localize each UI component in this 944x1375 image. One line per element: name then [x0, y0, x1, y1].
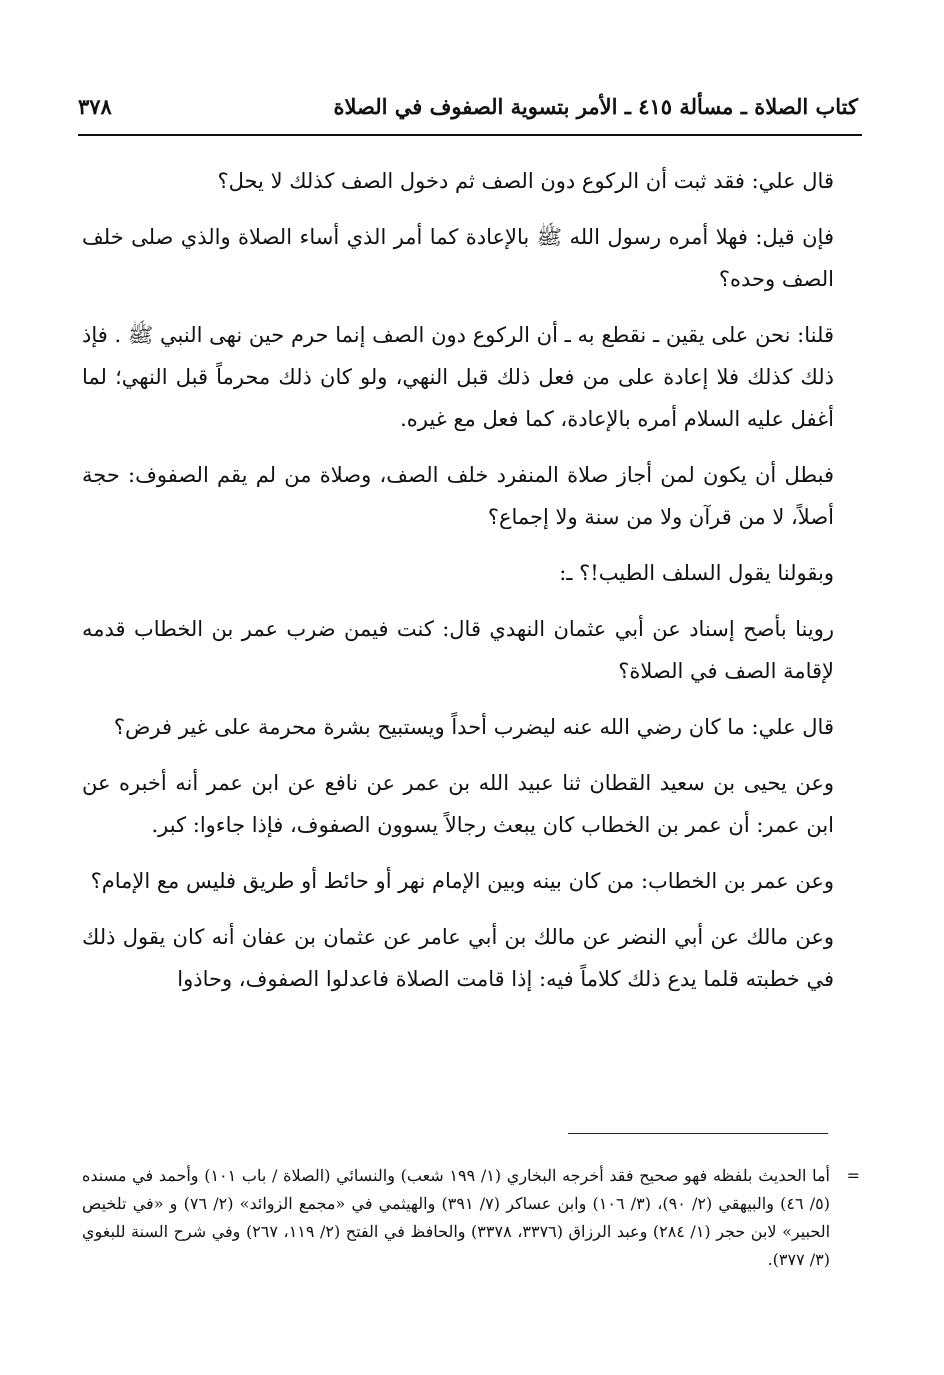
- page-number: ٣٧٨: [78, 93, 112, 119]
- header-divider: [78, 134, 862, 136]
- page-header: [78, 84, 858, 128]
- paragraph: وعن يحيى بن سعيد القطان ثنا عبيد الله بن عمر عن نافع عن ابن عمر أنه أخبره عن ابن عمر: أن عمر بن الخطاب كان يبعث رجالاً يسوون الصفوف، فإذا جاءوا: كبر.: [82, 771, 834, 837]
- paragraph: وعن عمر بن الخطاب: من كان بينه وبين الإمام نهر أو حائط أو طريق فليس مع الإمام؟: [90, 869, 834, 893]
- main-text: [82, 152, 834, 1014]
- paragraph: روينا بأصح إسناد عن أبي عثمان النهدي قال: كنت فيمن ضرب عمر بن الخطاب قدمه لإقامة الصف في الصلاة؟: [82, 617, 834, 683]
- paragraph: وعن مالك عن أبي النضر عن مالك بن أبي عامر عن عثمان بن عفان أنه كان يقول ذلك في خطبته قلما يدع ذلك كلاماً فيه: إذا قامت الصلاة فاعدلوا الصفوف، وحاذوا: [82, 925, 834, 991]
- paragraph: قلنا: نحن على يقين ـ نقطع به ـ أن الركوع دون الصف إنما حرم حين نهى النبي ﷺ . فإذ ذلك كذلك فلا إعادة على من فعل ذلك قبل النهي، ولو كان ذلك محرماً قبل النهي؛ لما أغفل عليه السلام أمره بالإعادة، كما فعل مع غيره.: [82, 323, 834, 431]
- running-title: كتاب الصلاة ـ مسألة ٤١٥ ـ الأمر بتسوية الصفوف في الصلاة: [333, 93, 858, 119]
- paragraph: وبقولنا يقول السلف الطيب!؟ ـ:: [559, 561, 834, 585]
- paragraph: فإن قيل: فهلا أمره رسول الله ﷺ بالإعادة كما أمر الذي أساء الصلاة والذي صلى خلف الصف وحده؟: [82, 225, 834, 291]
- paragraph: قال علي: ما كان رضي الله عنه ليضرب أحداً ويستبيح بشرة محرمة على غير فرض؟: [113, 715, 834, 739]
- footnote-divider: [568, 1133, 828, 1134]
- footnote: [82, 1162, 860, 1274]
- footnote-continuation-marker: =: [846, 1166, 860, 1185]
- paragraph: فبطل أن يكون لمن أجاز صلاة المنفرد خلف الصف، وصلاة من لم يقم الصفوف: حجة أصلاً، لا من قرآن ولا من سنة ولا إجماع؟: [82, 463, 834, 529]
- footnote-text: أما الحديث بلفظه فهو صحيح فقد أخرجه البخاري (١/ ١٩٩ شعب) والنسائي (الصلاة / باب ١٠١) وأحمد في مسنده (٥/ ٤٦) والبيهقي (٢/ ٩٠)، (٣/ ١٠٦) وابن عساكر (٧/ ٣٩١) والهيثمي في «مجمع الزوائد» (٢/ ٧٦) و «في تلخيص الحبير» لابن حجر (١/ ٢٨٤) وعبد الرزاق (٣٣٧٦، ٣٣٧٨) والحافظ في الفتح (٢/ ١١٩، ٢٦٧) وفي شرح السنة للبغوي (٣/ ٣٧٧).: [82, 1166, 831, 1269]
- paragraph: قال علي: فقد ثبت أن الركوع دون الصف ثم دخول الصف كذلك لا يحل؟: [217, 169, 834, 193]
